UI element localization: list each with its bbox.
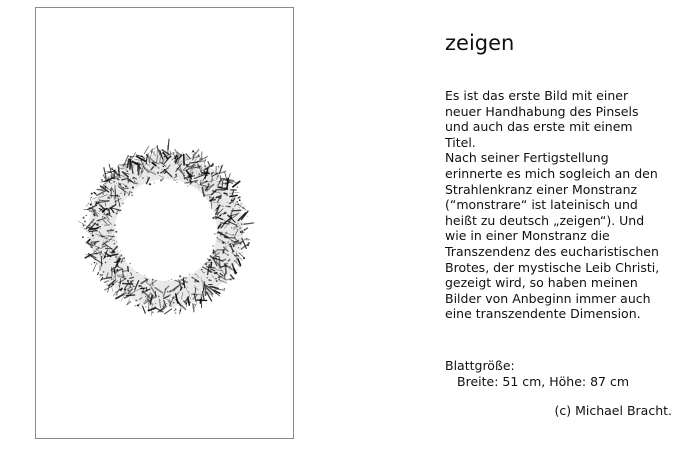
description-line: wie in einer Monstranz die <box>445 228 610 244</box>
ink-wreath-strokes <box>78 139 253 315</box>
text-panel <box>445 0 690 450</box>
description-line: Es ist das erste Bild mit einer <box>445 88 629 103</box>
description-line: gezeigt wird, so haben meinen <box>445 275 638 291</box>
copyright-notice: (c) Michael Bracht. <box>554 403 672 418</box>
description-line: Transzendenz des eucharistischen <box>445 243 659 259</box>
description-line: Titel. <box>445 134 476 150</box>
description-line: Strahlenkranz einer Monstranz <box>445 181 638 197</box>
page-title: zeigen <box>445 31 515 55</box>
description-line: und auch das erste mit einem <box>445 119 633 135</box>
artwork-frame <box>35 7 294 439</box>
description-line: eine transzendente Dimension. <box>445 306 641 322</box>
description-line: erinnerte es mich sogleich an den <box>445 165 658 181</box>
description-line: Bilder von Anbeginn immer auch <box>445 290 651 306</box>
description-line: (“monstrare“ ist lateinisch und <box>445 197 638 213</box>
description-line: neuer Handhabung des Pinsels <box>445 103 639 119</box>
sheet-size-value: Breite: 51 cm, Höhe: 87 cm <box>457 374 630 389</box>
description-line: Brotes, der mystische Leib Christi, <box>445 259 660 275</box>
description-text <box>445 88 659 322</box>
description-line: heißt zu deutsch „zeigen“). Und <box>445 212 645 228</box>
description-line: Nach seiner Fertigstellung <box>445 150 609 166</box>
ink-wreath-illustration <box>36 8 294 439</box>
sheet-size-label: Blattgröße: <box>445 358 515 373</box>
